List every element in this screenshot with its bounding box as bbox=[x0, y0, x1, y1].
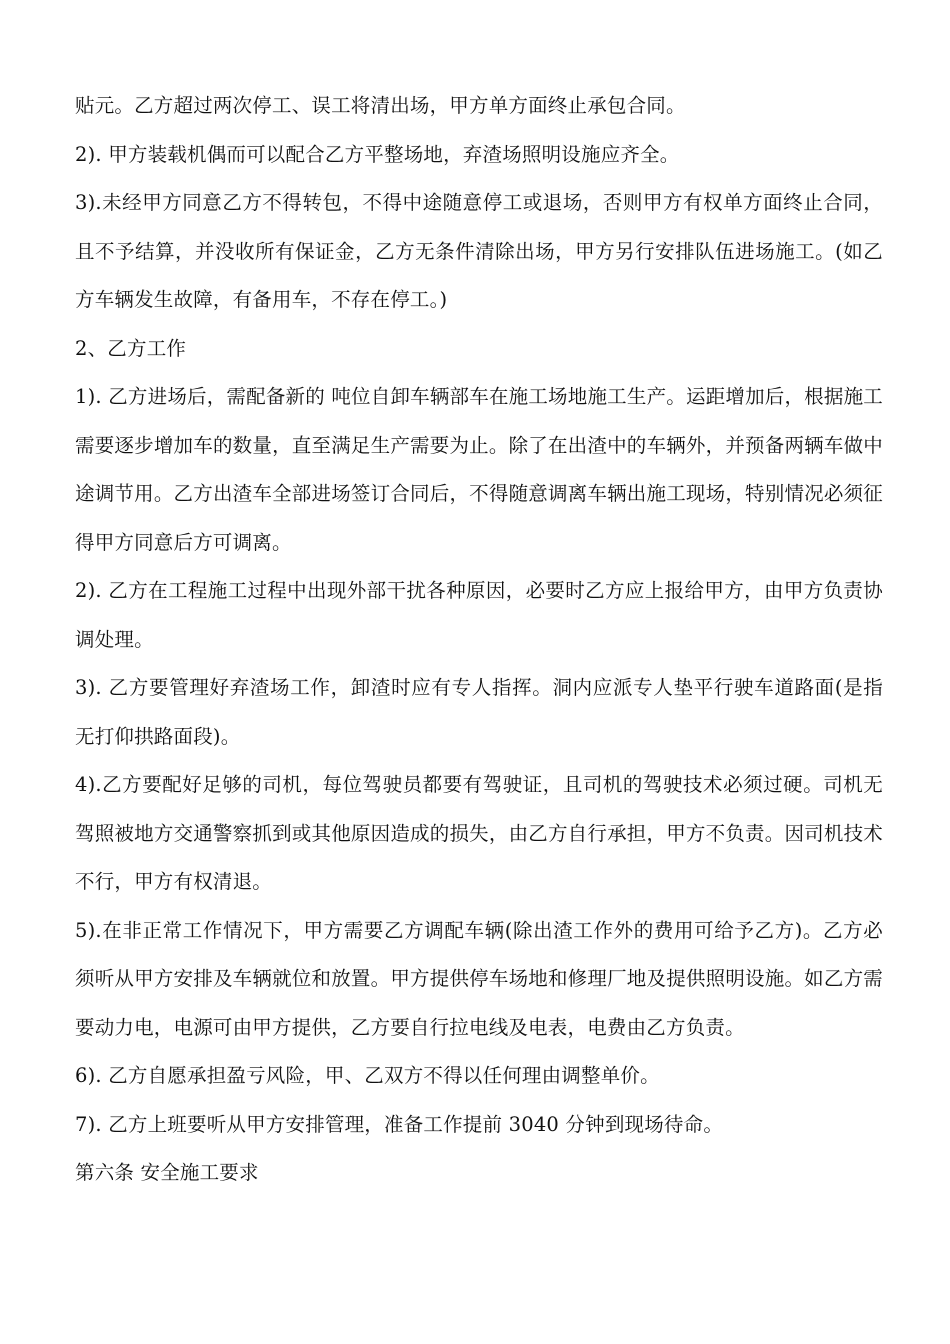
paragraph-party-a-item-2: 2). 甲方装载机偶而可以配合乙方平整场地，弃渣场照明设施应齐全。 bbox=[75, 142, 680, 166]
paragraph-party-a-item-3: 3).未经甲方同意乙方不得转包，不得中途随意停工或退场，否则甲方有权单方面终止合同，且不予结算，并没收所有保证金，乙方无条件清除出场，甲方另行安排队伍进场施工。(如乙方车辆发生故障，有备用车，不存在停工。) bbox=[75, 191, 883, 311]
paragraph-penalty-continuation: 贴元。乙方超过两次停工、误工将清出场，甲方单方面终止承包合同。 bbox=[75, 94, 686, 117]
paragraph-party-b-item-6: 6). 乙方自愿承担盈亏风险，甲、乙双方不得以任何理由调整单价。 bbox=[75, 1064, 660, 1087]
paragraph-party-b-item-5: 5).在非正常工作情况下，甲方需要乙方调配车辆(除出渣工作外的费用可给予乙方)。乙方必须听从甲方安排及车辆就位和放置。甲方提供停车场地和修理厂地及提供照明设施。如乙方需要动力电，电源可由甲方提供，乙方要自行拉电线及电表，电费由乙方负责。 bbox=[75, 918, 883, 1039]
section-heading-party-b-work: 2、乙方工作 bbox=[75, 336, 187, 360]
paragraph-party-b-item-1: 1). 乙方进场后，需配备新的 吨位自卸车辆部车在施工场地施工生产。运距增加后，根据施工需要逐步增加车的数量，直至满足生产需要为止。除了在出渣中的车辆外，并预备两辆车做中途调节用。乙方出渣车全部进场签订合同后，不得随意调离车辆出施工现场，特别情况必须征得甲方同意后方可调离。 bbox=[75, 385, 883, 554]
paragraph-party-b-item-4: 4).乙方要配好足够的司机，每位驾驶员都要有驾驶证，且司机的驾驶技术必须过硬。司机无驾照被地方交通警察抓到或其他原因造成的损失，由乙方自行承担，甲方不负责。因司机技术不行，甲方有权清退。 bbox=[75, 773, 883, 893]
paragraph-party-b-item-7: 7). 乙方上班要听从甲方安排管理，准备工作提前 3040 分钟到现场待命。 bbox=[75, 1112, 724, 1136]
document-body bbox=[75, 82, 883, 1198]
paragraph-party-b-item-2: 2). 乙方在工程施工过程中出现外部干扰各种原因，必要时乙方应上报给甲方，由甲方负责协调处理。 bbox=[75, 579, 883, 651]
article-heading-safety: 第六条 安全施工要求 bbox=[75, 1161, 259, 1184]
paragraph-party-b-item-3: 3). 乙方要管理好弃渣场工作，卸渣时应有专人指挥。洞内应派专人垫平行驶车道路面(是指无打仰拱路面段)。 bbox=[75, 676, 883, 748]
